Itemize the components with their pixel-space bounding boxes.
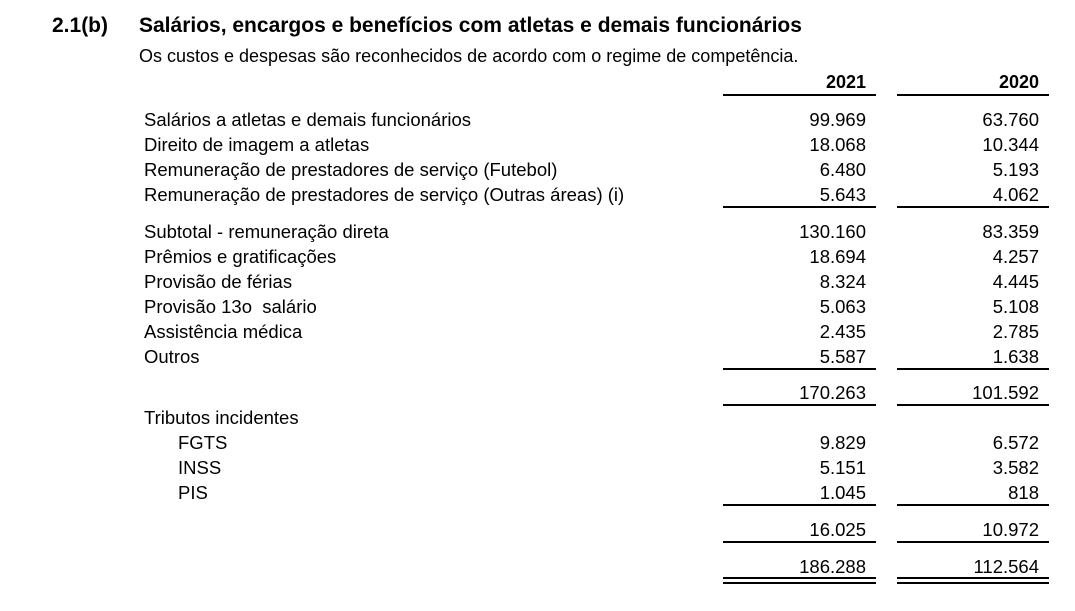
value-2021: 18.694 <box>809 246 866 267</box>
column-header-2020: 2020 <box>998 72 1039 92</box>
grand-total-2021: 186.288 <box>799 556 866 577</box>
value-2021: 5.587 <box>819 346 866 367</box>
subtotal-rule <box>723 368 876 370</box>
subtotal-rule <box>723 404 876 406</box>
row-label: Provisão 13o salário <box>144 296 317 317</box>
value-2020: 10.344 <box>982 134 1039 155</box>
section-subtitle: Os custos e despesas são reconhecidos de acordo com o regime de competência. <box>139 46 799 66</box>
section-number: 2.1(b) <box>52 14 109 37</box>
value-2021: 18.068 <box>809 134 866 155</box>
value-2021: 1.045 <box>819 482 866 503</box>
subtotal-rule <box>897 368 1049 370</box>
value-2021: 5.063 <box>819 296 866 317</box>
row-label: Remuneração de prestadores de serviço (Outras áreas) (i) <box>144 184 625 205</box>
taxes-total-2020: 10.972 <box>982 519 1039 540</box>
value-2021: 9.829 <box>819 432 866 453</box>
value-2020: 63.760 <box>982 109 1039 130</box>
row-label: Direito de imagem a atletas <box>144 134 370 155</box>
value-2020: 6.572 <box>992 432 1039 453</box>
value-2020: 4.257 <box>992 246 1039 267</box>
value-2020: 3.582 <box>992 457 1039 478</box>
value-2021: 6.480 <box>819 159 866 180</box>
row-label: Remuneração de prestadores de serviço (Futebol) <box>144 159 558 180</box>
value-2021: 2.435 <box>819 321 866 342</box>
subtotal-rule <box>897 504 1049 506</box>
row-label: Assistência médica <box>144 321 303 342</box>
header-rule-2020 <box>897 94 1049 96</box>
value-2020: 1.638 <box>992 346 1039 367</box>
value-2020: 4.062 <box>992 184 1039 205</box>
value-2020: 83.359 <box>982 221 1039 242</box>
row-label: Subtotal - remuneração direta <box>144 221 389 242</box>
grand-total-2020: 112.564 <box>973 556 1039 577</box>
row-label: FGTS <box>178 432 228 453</box>
subtotal-2020: 101.592 <box>972 382 1039 403</box>
subtotal-rule <box>723 504 876 506</box>
value-2021: 99.969 <box>809 109 866 130</box>
subtotal-rule <box>723 541 876 543</box>
header-rule-2021 <box>723 94 876 96</box>
value-2020: 5.108 <box>992 296 1039 317</box>
value-2021: 130.160 <box>799 221 866 242</box>
row-label: Prêmios e gratificações <box>144 246 337 267</box>
taxes-heading: Tributos incidentes <box>144 407 299 428</box>
subtotal-rule <box>897 206 1049 208</box>
subtotal-rule <box>897 541 1049 543</box>
column-header-2021: 2021 <box>825 72 866 92</box>
subtotal-rule <box>723 206 876 208</box>
subtotal-2021: 170.263 <box>799 382 866 403</box>
value-2021: 5.643 <box>819 184 866 205</box>
row-label: Outros <box>144 346 200 367</box>
row-label: PIS <box>178 482 208 503</box>
grand-total-double-rule <box>723 577 876 584</box>
section-title: Salários, encargos e benefícios com atletas e demais funcionários <box>139 14 802 37</box>
value-2021: 8.324 <box>819 271 866 292</box>
row-label: Provisão de férias <box>144 271 293 292</box>
subtotal-rule <box>897 404 1049 406</box>
taxes-total-2021: 16.025 <box>809 519 866 540</box>
value-2020: 5.193 <box>992 159 1039 180</box>
value-2021: 5.151 <box>819 457 866 478</box>
row-label: Salários a atletas e demais funcionários <box>144 109 472 130</box>
grand-total-double-rule <box>897 577 1049 584</box>
value-2020: 4.445 <box>992 271 1039 292</box>
value-2020: 818 <box>1008 482 1039 503</box>
value-2020: 2.785 <box>992 321 1039 342</box>
row-label: INSS <box>178 457 222 478</box>
